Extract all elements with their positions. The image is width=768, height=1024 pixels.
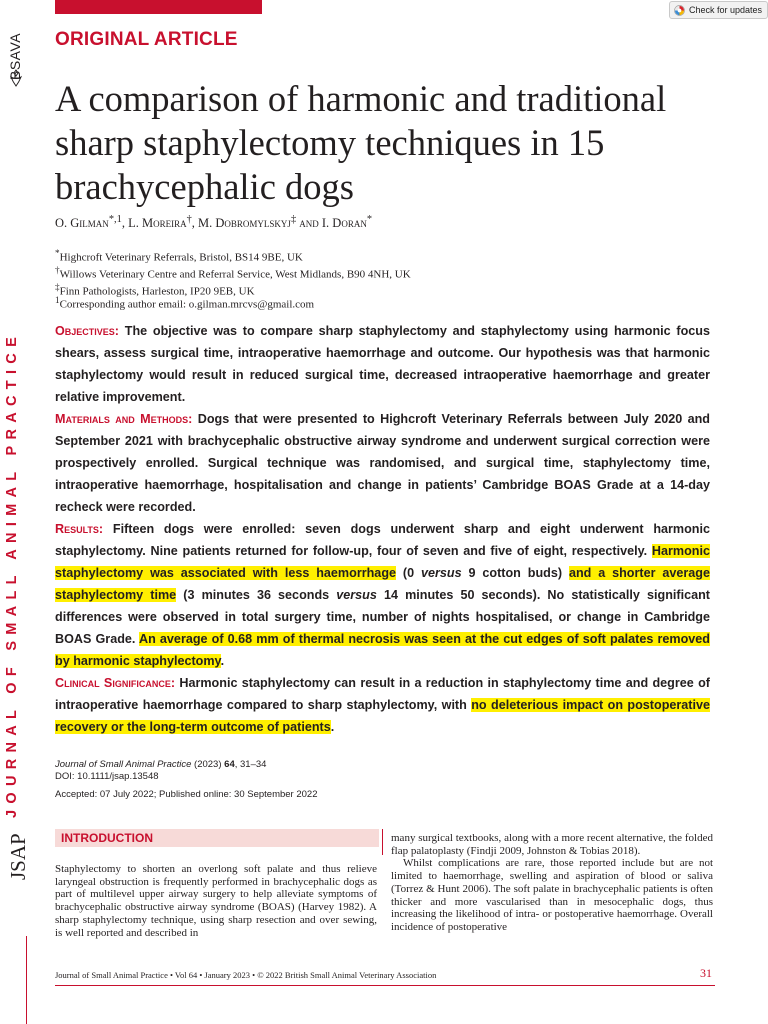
abstract-heading: Objectives: [55, 324, 120, 338]
highlighted-text: and a shorter average staphylectomy time [55, 566, 710, 602]
highlighted-text: An average of 0.68 mm of thermal necrosis was seen at the cut edges of soft palates removed by harmonic staphylectomy [55, 632, 710, 668]
author-name: I. Doran [321, 216, 367, 231]
author-name: M. Dobromylskyj [198, 216, 291, 231]
author-affil-mark: *,1 [108, 214, 122, 225]
header-accent-bar [55, 0, 262, 14]
abstract-clinical-significance: Clinical Significance: Harmonic staphylectomy can result in a reduction in staphylectomy time and degree of intraoperative haemorrhage compared to sharp staphylectomy, with no deleterious impact on postoperative recovery or the long-term outcome of patients. [55, 676, 710, 734]
body-paragraph: many surgical textbooks, along with a more recent alternative, the folded flap palatoplasty (Findji 2009, Johnston & Tobias 2018). [391, 832, 713, 857]
bsava-crest-icon [8, 68, 24, 88]
author-affil-mark: * [366, 214, 373, 225]
sidebar-divider [26, 936, 27, 1024]
page-number: 31 [700, 966, 712, 980]
affiliation: *Highcroft Veterinary Referrals, Bristol, BS14 9BE, UK [55, 248, 303, 264]
highlighted-text: no deleterious impact on postoperative recovery or the long-term outcome of patients [55, 698, 710, 734]
abstract-objectives: Objectives: The objective was to compare sharp staphylectomy and staphylectomy using harmonic focus shears, assess surgical time, intraoperative haemorrhage and outcome. Our hypothesis was that harmonic staphylectomy would result in reduced surgical time, decreased intraoperative haemorrhage and greater relative improvement. [55, 324, 710, 404]
footer-rule [55, 985, 715, 986]
article-type-label: ORIGINAL ARTICLE [55, 29, 238, 50]
left-margin-sidebar [0, 0, 40, 1024]
bsava-wordmark: BSAVA [7, 32, 23, 80]
abstract-results: Results: Fifteen dogs were enrolled: seven dogs underwent sharp and eight underwent harmonic staphylectomy. Nine patients returned for follow-up, four of seven and five of eight, respectively. Harmonic staphylectomy was associated with less haemorrhage (0 versus 9 cotton buds) and a shorter average staphylectomy time (3 minutes 36 seconds versus 14 minutes 50 seconds). No statistically significant differences were observed in total surgery time, number of nights hospitalised, or change in Cambridge BOAS Grade. An average of 0.68 mm of thermal necrosis was seen at the cut edges of soft palates removed by harmonic staphylectomy. [55, 522, 710, 668]
introduction-heading: INTRODUCTION [61, 831, 153, 845]
affiliation: †Willows Veterinary Centre and Referral Service, West Midlands, B90 4NH, UK [55, 265, 411, 281]
affiliation-list [55, 247, 411, 298]
publication-dates: Accepted: 07 July 2022; Published online: 30 September 2022 [55, 789, 318, 800]
journal-name-vertical: JOURNAL OF SMALL ANIMAL PRACTICE [4, 330, 20, 818]
body-column-left: Staphylectomy to shorten an overlong soft palate and thus relieve laryngeal obstruction is frequently performed in brachycephalic dogs as part of multilevel upper airway surgery to help alleviate symptoms of brachycephalic obstructive airway syndrome (BOAS) (Harvey 1982). A sharp staphylectomy technique, using sharp resection and over sewing, is well reported and described in [55, 863, 377, 939]
column-divider [382, 829, 383, 855]
author-name: L. Moreira [128, 216, 187, 231]
highlighted-text: Harmonic staphylectomy was associated with less haemorrhage [55, 544, 710, 580]
page-footer: Journal of Small Animal Practice • Vol 64 • January 2023 • © 2022 British Small Animal Veterinary Association [55, 970, 437, 980]
citation-block [55, 759, 266, 783]
body-column-right [391, 832, 713, 934]
article-title: A comparison of harmonic and traditional sharp staphylectomy techniques in 15 brachycephalic dogs [55, 78, 667, 207]
corresponding-author: $^1$Corresponding author email: o.gilman.mrcvs@gmail.com [55, 295, 315, 311]
abstract-heading: Clinical Significance: [55, 676, 176, 690]
journal-abbreviation: JSAP [6, 833, 30, 880]
abstract-heading: Materials and Methods: [55, 412, 193, 426]
affiliation: ‡Finn Pathologists, Harleston, IP20 9EB, UK [55, 282, 255, 298]
citation-line: Journal of Small Animal Practice (2023) 64, 31–34 [55, 759, 267, 770]
author-affil-mark: † [186, 214, 192, 225]
abstract-methods: Materials and Methods: Dogs that were presented to Highcroft Veterinary Referrals between July 2020 and September 2021 with brachycephalic obstructive airway syndrome and underwent surgical correction were prospectively enrolled. Surgical technique was randomised, and surgical time, staphylectomy time, intraoperative haemorrhage, hospitalisation and change in patients’ Cambridge BOAS Grade at a 14-day recheck were recorded. [55, 412, 711, 514]
doi-link[interactable]: DOI: 10.1111/jsap.13548 [55, 771, 159, 782]
check-for-updates-label: Check for updates [689, 5, 763, 15]
crossmark-icon [674, 5, 685, 16]
author-list: O. Gilman$^{*,1}$, L. Moreira†, M. Dobromylskyj‡ and I. Doran* [55, 214, 373, 231]
author-name: O. Gilman [55, 216, 109, 231]
journal-vertical-title [4, 330, 30, 998]
author-affil-mark: ‡ [290, 214, 297, 225]
corresponding-email[interactable]: Corresponding author email: o.gilman.mrcvs@gmail.com [59, 298, 315, 311]
check-for-updates-button[interactable] [669, 1, 768, 19]
body-paragraph: Whilst complications are rare, those reported include but are not limited to haemorrhage, swelling and aspiration of blood or saliva (Torrez & Hunt 2006). The soft palate in brachycephalic patients is often thicker and more vascularised than in mesocephalic dogs, thus increasing the likelihood of intra- or postoperative haemorrhage. Overall incidence of postoperative [391, 857, 713, 933]
abstract [55, 320, 710, 738]
abstract-heading: Results: [55, 522, 104, 536]
